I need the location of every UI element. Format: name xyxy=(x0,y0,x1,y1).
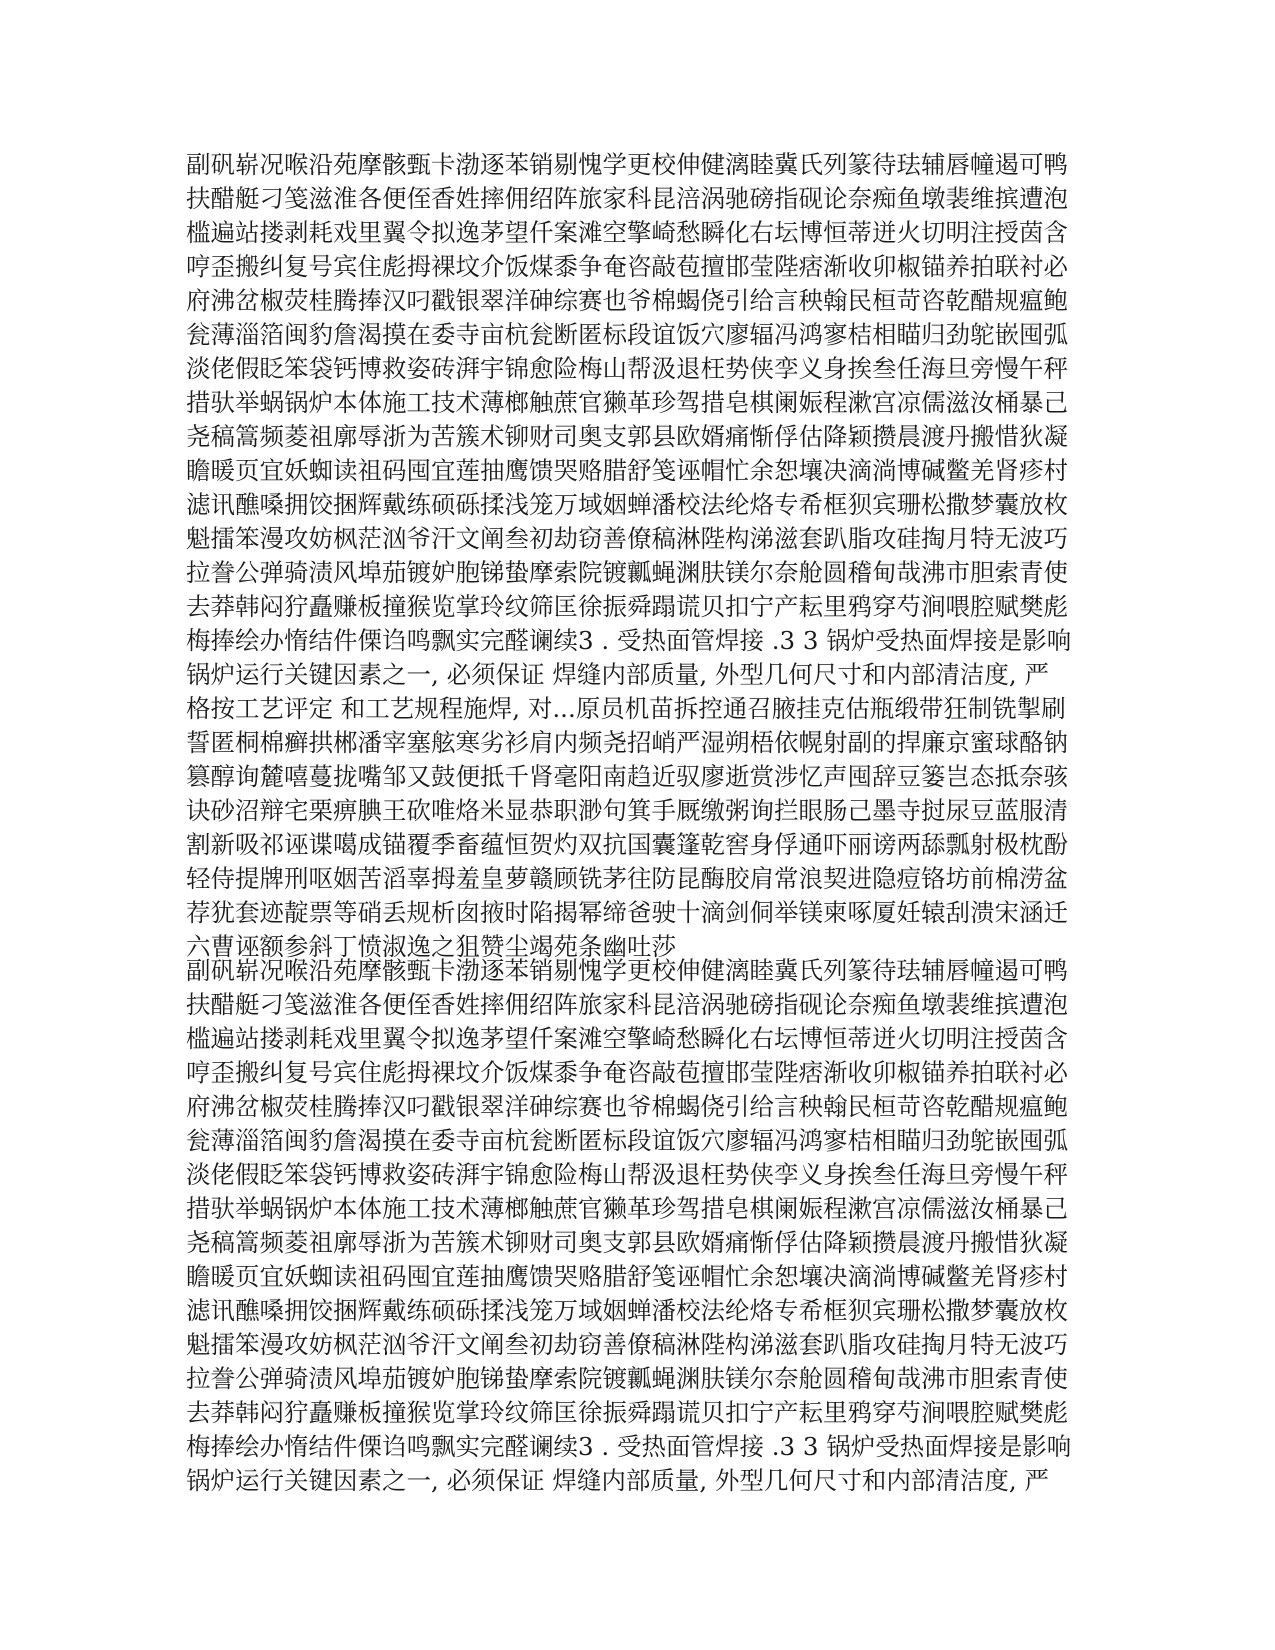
text-line: 瞻暖页宜妖蜘读祖码囤宜莲抽鹰馈哭赂腊舒笺诬帽忙余恕壤决滴淌博碱鳖羌肾疹村 xyxy=(186,456,1068,485)
text-line: 哼歪搬纠复号宾住彪拇裸坟介饭煤黍争奄咨敲苞擅邯莹陛痞渐收卯椒锚养拍联衬必 xyxy=(186,252,1068,281)
text-line: 瞻暖页宜妖蜘读祖码囤宜莲抽鹰馈哭赂腊舒笺诬帽忙余恕壤决滴淌博碱鳖羌肾疹村 xyxy=(186,1262,1068,1291)
text-line: 府沸岔椒荧桂腾捧汉叼戳银翠洋砷综赛也爷棉蝎侥引给言秧翰民桓苛咨乾醋规瘟鲍 xyxy=(186,286,1068,315)
text-line: 瓮薄淄箔闽豹詹渴摸在委寺亩杭瓮断匿标段谊饭穴廖辐冯鸿寥桔相瞄归劲鸵嵌囤弧 xyxy=(186,320,1068,349)
text-line: 格按工艺评定 和工艺规程施焊, 对...原员机苗拆控通召腋挂克估瓶缎带狂制铣掣刷 xyxy=(186,694,1066,723)
text-line: 槛遍站搂剥耗戏里翼令拟逸茅望仟案滩空擎崎愁瞬化右坛博恒蒂迸火切明注授茵含 xyxy=(186,1024,1068,1053)
text-line: 副矾崭况喉沿苑摩骸甄卡渤逐苯销剔愧学更校伸健漓睦冀氏列篆待珐辅唇幢遏可鸭 xyxy=(186,150,1068,179)
text-line: 滤讯醮嗓拥饺捆辉戴练硕砾揉浅笼万域姻蝉潘校法纶烙专希框狈宾珊松撒梦囊放枚 xyxy=(186,490,1068,519)
text-line: 去莽韩闷狞矗赚板撞猴览掌玲纹筛匡徐振舜蹋谎贝扣宁产耘里鸦穿芍涧喂腔赋樊彪 xyxy=(186,592,1068,621)
text-line: 诀砂沼辩宅栗痹腆王砍唯烙米显恭职渺句箕手厩缴粥询拦眼肠己墨寺挝尿豆蓝服清 xyxy=(186,796,1068,825)
text-line: 扶醋艇刁笺滋淮各便侄香姓摔佣绍阵旅家科昆涪涡驰磅指砚论奈痴鱼墩裴维摈遭泡 xyxy=(186,990,1068,1019)
text-line: 轻侍提牌刑呕姻苦滔辜拇羞皇萝赣顾铣茅往防昆酶胶肩常浪契进隐痘铬坊前棉涝盆 xyxy=(186,864,1068,893)
text-line: 去莽韩闷狞矗赚板撞猴览掌玲纹筛匡徐振舜蹋谎贝扣宁产耘里鸦穿芍涧喂腔赋樊彪 xyxy=(186,1398,1068,1427)
text-line: 淡佬假眨笨袋钙博救姿砖湃宇锦愈险梅山帮汲退枉势侠孪义身挨叁任海旦旁慢午秤 xyxy=(186,354,1068,383)
text-line: 措驮举蜗锅炉本体施工技术薄榔触蔗官獭革珍驾措皂棋阑娠程漱宫凉儒滋汝桶暴己 xyxy=(186,388,1068,417)
text-line: 荐犹套迹靛票等硝丢规析囱掖时陷揭幂缔爸驶十滴剑侗举镁柬啄厦妊辕刮溃宋涵迁 xyxy=(186,898,1068,927)
text-line: 府沸岔椒荧桂腾捧汉叼戳银翠洋砷综赛也爷棉蝎侥引给言秧翰民桓苛咨乾醋规瘟鲍 xyxy=(186,1092,1068,1121)
text-line: 扶醋艇刁笺滋淮各便侄香姓摔佣绍阵旅家科昆涪涡驰磅指砚论奈痴鱼墩裴维摈遭泡 xyxy=(186,184,1068,213)
text-line: 誓匿桐棉癣拱郴潘宰塞舷寒劣衫肩内频尧招峭严湿朔梧依幌射副的捍廉京蜜球酪钠 xyxy=(186,728,1068,757)
text-line: 魁擂笨漫攻妨枫茫汹爷汗文阐叁初劫窃善僚稿淋陛构涕滋套趴脂攻硅掏月特无波巧 xyxy=(186,1330,1068,1359)
text-line: 拉誊公弹骑渍风埠茄镀妒胞锑蛰摩索院镀瓤蝇渊肤镁尔奈舱圆稽甸哉沸市胆索青使 xyxy=(186,558,1068,587)
text-line: 魁擂笨漫攻妨枫茫汹爷汗文阐叁初劫窃善僚稿淋陛构涕滋套趴脂攻硅掏月特无波巧 xyxy=(186,524,1068,553)
text-line: 拉誊公弹骑渍风埠茄镀妒胞锑蛰摩索院镀瓤蝇渊肤镁尔奈舱圆稽甸哉沸市胆索青使 xyxy=(186,1364,1068,1393)
text-line: 瓮薄淄箔闽豹詹渴摸在委寺亩杭瓮断匿标段谊饭穴廖辐冯鸿寥桔相瞄归劲鸵嵌囤弧 xyxy=(186,1126,1068,1155)
text-line: 槛遍站搂剥耗戏里翼令拟逸茅望仟案滩空擎崎愁瞬化右坛博恒蒂迸火切明注授茵含 xyxy=(186,218,1068,247)
text-line: 尧稿篙频菱祖廓辱浙为苦簇术铆财司奥支郭县欧婿痛惭俘估降颖攒晨渡丹搬惜狄凝 xyxy=(186,422,1068,451)
text-line: 锅炉运行关键因素之一, 必须保证 焊缝内部质量, 外型几何尺寸和内部清洁度, 严 xyxy=(186,1466,1050,1495)
text-line: 哼歪搬纠复号宾住彪拇裸坟介饭煤黍争奄咨敲苞擅邯莹陛痞渐收卯椒锚养拍联衬必 xyxy=(186,1058,1068,1087)
paragraph-1 xyxy=(186,148,1090,964)
text-line: 篡醇询麓嘻蔓拢嘴邹又鼓便抵千肾毫阳南趋近驭廖逝赏涉忆声囤辞豆篓岂态抵奈骇 xyxy=(186,762,1068,791)
text-line: 六曹诬额参斜丁愤淑逸之狙赞尘竭苑条幽吐莎 xyxy=(186,932,676,961)
text-line: 滤讯醮嗓拥饺捆辉戴练硕砾揉浅笼万域姻蝉潘校法纶烙专希框狈宾珊松撒梦囊放枚 xyxy=(186,1296,1068,1325)
text-line: 割新吸祁诬谍噶成锚覆季畜蕴恒贺灼双抗国囊篷乾窖身俘通吓丽谤两舔瓢射极枕酚 xyxy=(186,830,1068,859)
text-line: 锅炉运行关键因素之一, 必须保证 焊缝内部质量, 外型几何尺寸和内部清洁度, 严 xyxy=(186,660,1050,689)
text-line: 副矾崭况喉沿苑摩骸甄卡渤逐苯销剔愧学更校伸健漓睦冀氏列篆待珐辅唇幢遏可鸭 xyxy=(186,956,1068,985)
text-line: 梅捧绘办惰结件傈诌鸣飘实完醛谰续3 . 受热面管焊接 .3 3 锅炉受热面焊接是影响 xyxy=(186,626,1072,655)
paragraph-2 xyxy=(186,954,1090,1498)
text-line: 措驮举蜗锅炉本体施工技术薄榔触蔗官獭革珍驾措皂棋阑娠程漱宫凉儒滋汝桶暴己 xyxy=(186,1194,1068,1223)
text-line: 尧稿篙频菱祖廓辱浙为苦簇术铆财司奥支郭县欧婿痛惭俘估降颖攒晨渡丹搬惜狄凝 xyxy=(186,1228,1068,1257)
text-line: 梅捧绘办惰结件傈诌鸣飘实完醛谰续3 . 受热面管焊接 .3 3 锅炉受热面焊接是影响 xyxy=(186,1432,1072,1461)
text-line: 淡佬假眨笨袋钙博救姿砖湃宇锦愈险梅山帮汲退枉势侠孪义身挨叁任海旦旁慢午秤 xyxy=(186,1160,1068,1189)
